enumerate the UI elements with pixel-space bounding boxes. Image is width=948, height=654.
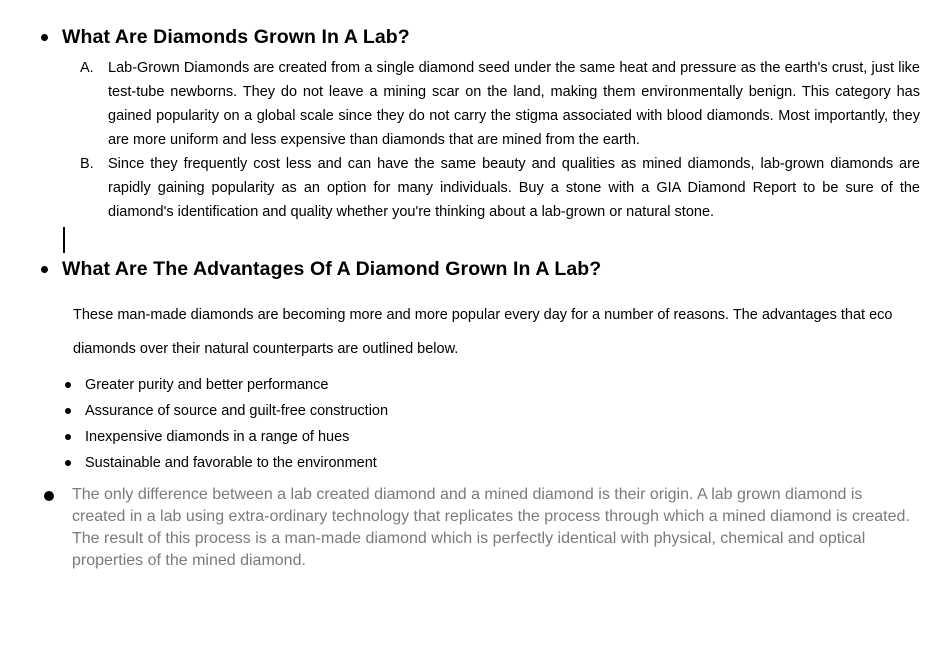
bullet-icon xyxy=(44,491,54,501)
list-item-b[interactable] xyxy=(80,152,948,224)
list-item[interactable] xyxy=(65,424,948,450)
note-paragraph-row[interactable] xyxy=(44,484,948,572)
bullet-icon xyxy=(65,460,71,466)
paragraph-a[interactable]: Lab-Grown Diamonds are created from a single diamond seed under the same heat and pressure as the earth's crust, just like test-tube newborns. They do not leave a mining scar on the land, making them environmentally benign. This category has gained popularity on a global scale since they do not carry the stigma associated with blood diamonds. Most importantly, they are more uniform and less expensive than diamonds that are mined from the earth. xyxy=(108,60,920,148)
bullet-icon xyxy=(65,408,71,414)
list-item[interactable] xyxy=(65,398,948,424)
list-marker-b: B. xyxy=(80,156,94,172)
advantages-list xyxy=(65,372,948,476)
list-item[interactable] xyxy=(65,372,948,398)
paragraph-b[interactable]: Since they frequently cost less and can have the same beauty and qualities as mined diamonds, lab-grown diamonds are rapidly gaining popularity as an option for many individuals. Buy a stone with a GIA Diamond Report to be sure of the diamond's identification and quality whether you're thinking about a lab-grown or natural stone. xyxy=(108,156,920,220)
note-paragraph[interactable]: The only difference between a lab created diamond and a mined diamond is their origin. A lab grown diamond is created in a lab using extra-ordinary technology that replicates the process through which a mined diamond is created. The result of this process is a man-made diamond which is perfectly identical with physical, chemical and optical properties of the mined diamond. xyxy=(72,486,910,569)
list-item-text[interactable]: Assurance of source and guilt-free construction xyxy=(85,403,389,419)
list-item-text[interactable]: Sustainable and favorable to the environment xyxy=(85,455,377,471)
bullet-icon xyxy=(65,434,71,440)
intro-paragraph[interactable]: These man-made diamonds are becoming more and more popular every day for a number of reasons. The advantages that eco diamonds over their natural counterparts are outlined below. xyxy=(73,307,893,357)
bullet-icon xyxy=(65,382,71,388)
list-item[interactable] xyxy=(65,450,948,476)
list-item-a[interactable] xyxy=(80,56,948,152)
text-cursor xyxy=(63,227,65,253)
heading-advantages[interactable] xyxy=(41,256,948,282)
heading-text[interactable]: What Are The Advantages Of A Diamond Grown In A Lab? xyxy=(62,258,602,280)
list-item-text[interactable]: Inexpensive diamonds in a range of hues xyxy=(85,429,350,445)
heading-text[interactable]: What Are Diamonds Grown In A Lab? xyxy=(62,26,410,48)
bullet-icon xyxy=(41,266,48,273)
bullet-icon xyxy=(41,34,48,41)
heading-what-are-lab-diamonds[interactable] xyxy=(41,0,948,50)
list-item-text[interactable]: Greater purity and better performance xyxy=(85,377,329,393)
lettered-list xyxy=(80,56,948,224)
list-marker-a: A. xyxy=(80,60,94,76)
